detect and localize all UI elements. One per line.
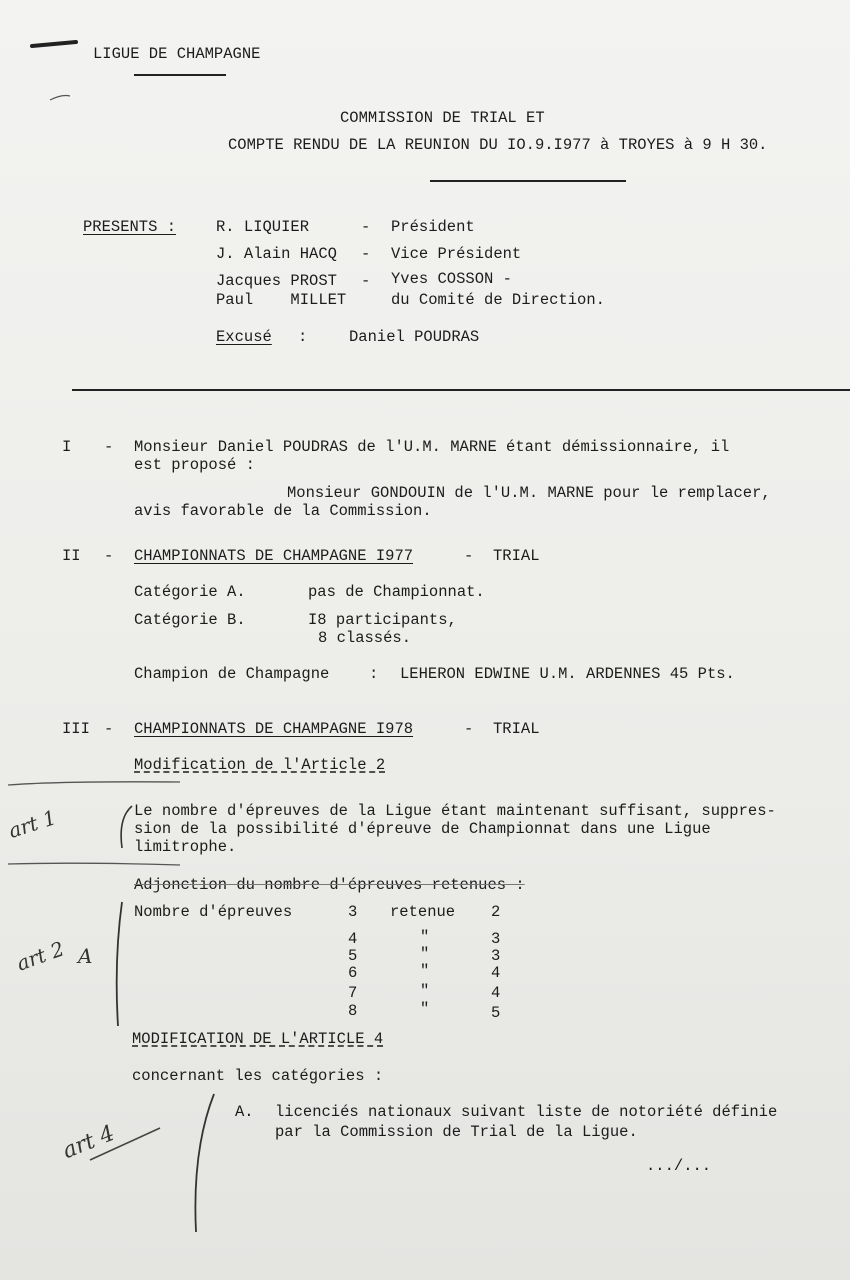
- table-epreuves: 7: [348, 984, 358, 1002]
- attendee-role: Yves COSSON -: [391, 270, 512, 288]
- article-4-heading: MODIFICATION DE L'ARTICLE 4: [132, 1030, 384, 1048]
- header-divider: [134, 74, 226, 76]
- table-ditto: ": [420, 928, 430, 946]
- champion-value: LEHERON EDWINE U.M. ARDENNES 45 Pts.: [400, 665, 735, 683]
- title-divider: [430, 180, 626, 182]
- section-3-title: CHAMPIONNATS DE CHAMPAGNE I978: [134, 720, 414, 738]
- margin-note-art4: art 4: [59, 1120, 119, 1165]
- table-retenues: 4: [491, 964, 501, 982]
- section-1-line: Monsieur Daniel POUDRAS de l'U.M. MARNE étant démissionnaire, il: [134, 438, 730, 456]
- category-a-value: pas de Championnat.: [308, 583, 485, 601]
- section-2-title-dash: -: [464, 547, 474, 565]
- section-3-title-suffix: TRIAL: [493, 720, 540, 738]
- attendee-name: J. Alain HACQ: [216, 245, 337, 263]
- adjonction-text: Adjonction du nombre d'épreuves retenues :: [134, 876, 525, 894]
- attendee-sep: -: [361, 272, 371, 290]
- margin-note-art1: art 1: [5, 805, 60, 843]
- article-4-item-letter: A.: [235, 1103, 254, 1121]
- section-3-number: III: [62, 720, 90, 738]
- section-1-line: est proposé :: [134, 456, 255, 474]
- table-epreuves: 5: [348, 947, 358, 965]
- table-mid-label: retenue: [390, 903, 456, 921]
- section-2-number: II: [62, 547, 81, 565]
- section-1-line: Monsieur GONDOUIN de l'U.M. MARNE pour le remplacer,: [287, 484, 771, 502]
- article-4-item-text: licenciés nationaux suivant liste de notoriété définie: [275, 1103, 778, 1121]
- article-2-text: Le nombre d'épreuves de la Ligue étant maintenant suffisant, suppres-: [134, 802, 776, 820]
- category-b-value: I8 participants,: [308, 611, 457, 629]
- attendee-name: Paul MILLET: [216, 291, 347, 309]
- excused-colon: :: [298, 328, 308, 346]
- section-2-title-suffix: TRIAL: [493, 547, 540, 565]
- attendee-sep: -: [361, 218, 371, 236]
- attendee-role: Vice Président: [391, 245, 522, 263]
- category-b-value: 8 classés.: [318, 629, 412, 647]
- article-2-text: sion de la possibilité d'épreuve de Championnat dans une Ligue: [134, 820, 711, 838]
- category-a-label: Catégorie A.: [134, 583, 246, 601]
- section-3-title-dash: -: [464, 720, 474, 738]
- table-epreuves: 4: [348, 930, 358, 948]
- table-retenues: 3: [491, 947, 501, 965]
- section-1-number: I: [62, 438, 72, 456]
- table-epreuves: 8: [348, 1002, 358, 1020]
- table-retenues: 2: [491, 903, 501, 921]
- category-b-label: Catégorie B.: [134, 611, 246, 629]
- table-retenues: 3: [491, 930, 501, 948]
- excused-name: Daniel POUDRAS: [349, 328, 480, 346]
- table-retenues: 5: [491, 1004, 501, 1022]
- table-epreuves: 6: [348, 964, 358, 982]
- attendee-sep: -: [361, 245, 371, 263]
- presents-label: PRESENTS :: [83, 218, 177, 236]
- attendee-role: du Comité de Direction.: [391, 291, 605, 309]
- champion-colon: :: [369, 665, 379, 683]
- article-2-text: limitrophe.: [134, 838, 237, 856]
- article-4-subheading: concernant les catégories :: [132, 1067, 384, 1085]
- table-retenues: 4: [491, 984, 501, 1002]
- continued-marker: .../...: [646, 1157, 712, 1175]
- section-3-dash: -: [104, 720, 114, 738]
- attendee-role: Président: [391, 218, 475, 236]
- table-ditto: ": [420, 945, 430, 963]
- table-label: Nombre d'épreuves: [134, 903, 293, 921]
- table-ditto: ": [420, 982, 430, 1000]
- article-4-item-text: par la Commission de Trial de la Ligue.: [275, 1123, 638, 1141]
- margin-note-art2: art 2: [13, 936, 68, 976]
- section-1-dash: -: [104, 438, 114, 456]
- section-divider: [72, 389, 850, 391]
- section-2-dash: -: [104, 547, 114, 565]
- table-epreuves: 3: [348, 903, 358, 921]
- title-line-2: COMPTE RENDU DE LA REUNION DU IO.9.I977 à TROYES à 9 H 30.: [228, 136, 768, 154]
- title-line-1: COMMISSION DE TRIAL ET: [340, 109, 545, 127]
- article-2-heading: Modification de l'Article 2: [134, 756, 386, 774]
- table-ditto: ": [420, 1000, 430, 1018]
- champion-label: Champion de Champagne: [134, 665, 330, 683]
- section-1-line: avis favorable de la Commission.: [134, 502, 432, 520]
- table-ditto: ": [420, 962, 430, 980]
- league-name: LIGUE DE CHAMPAGNE: [93, 45, 261, 63]
- excused-label: Excusé: [216, 328, 272, 346]
- attendee-name: R. LIQUIER: [216, 218, 310, 236]
- section-2-title: CHAMPIONNATS DE CHAMPAGNE I977: [134, 547, 414, 565]
- attendee-name: Jacques PROST: [216, 272, 337, 290]
- margin-note-art2-extra: A: [78, 944, 93, 968]
